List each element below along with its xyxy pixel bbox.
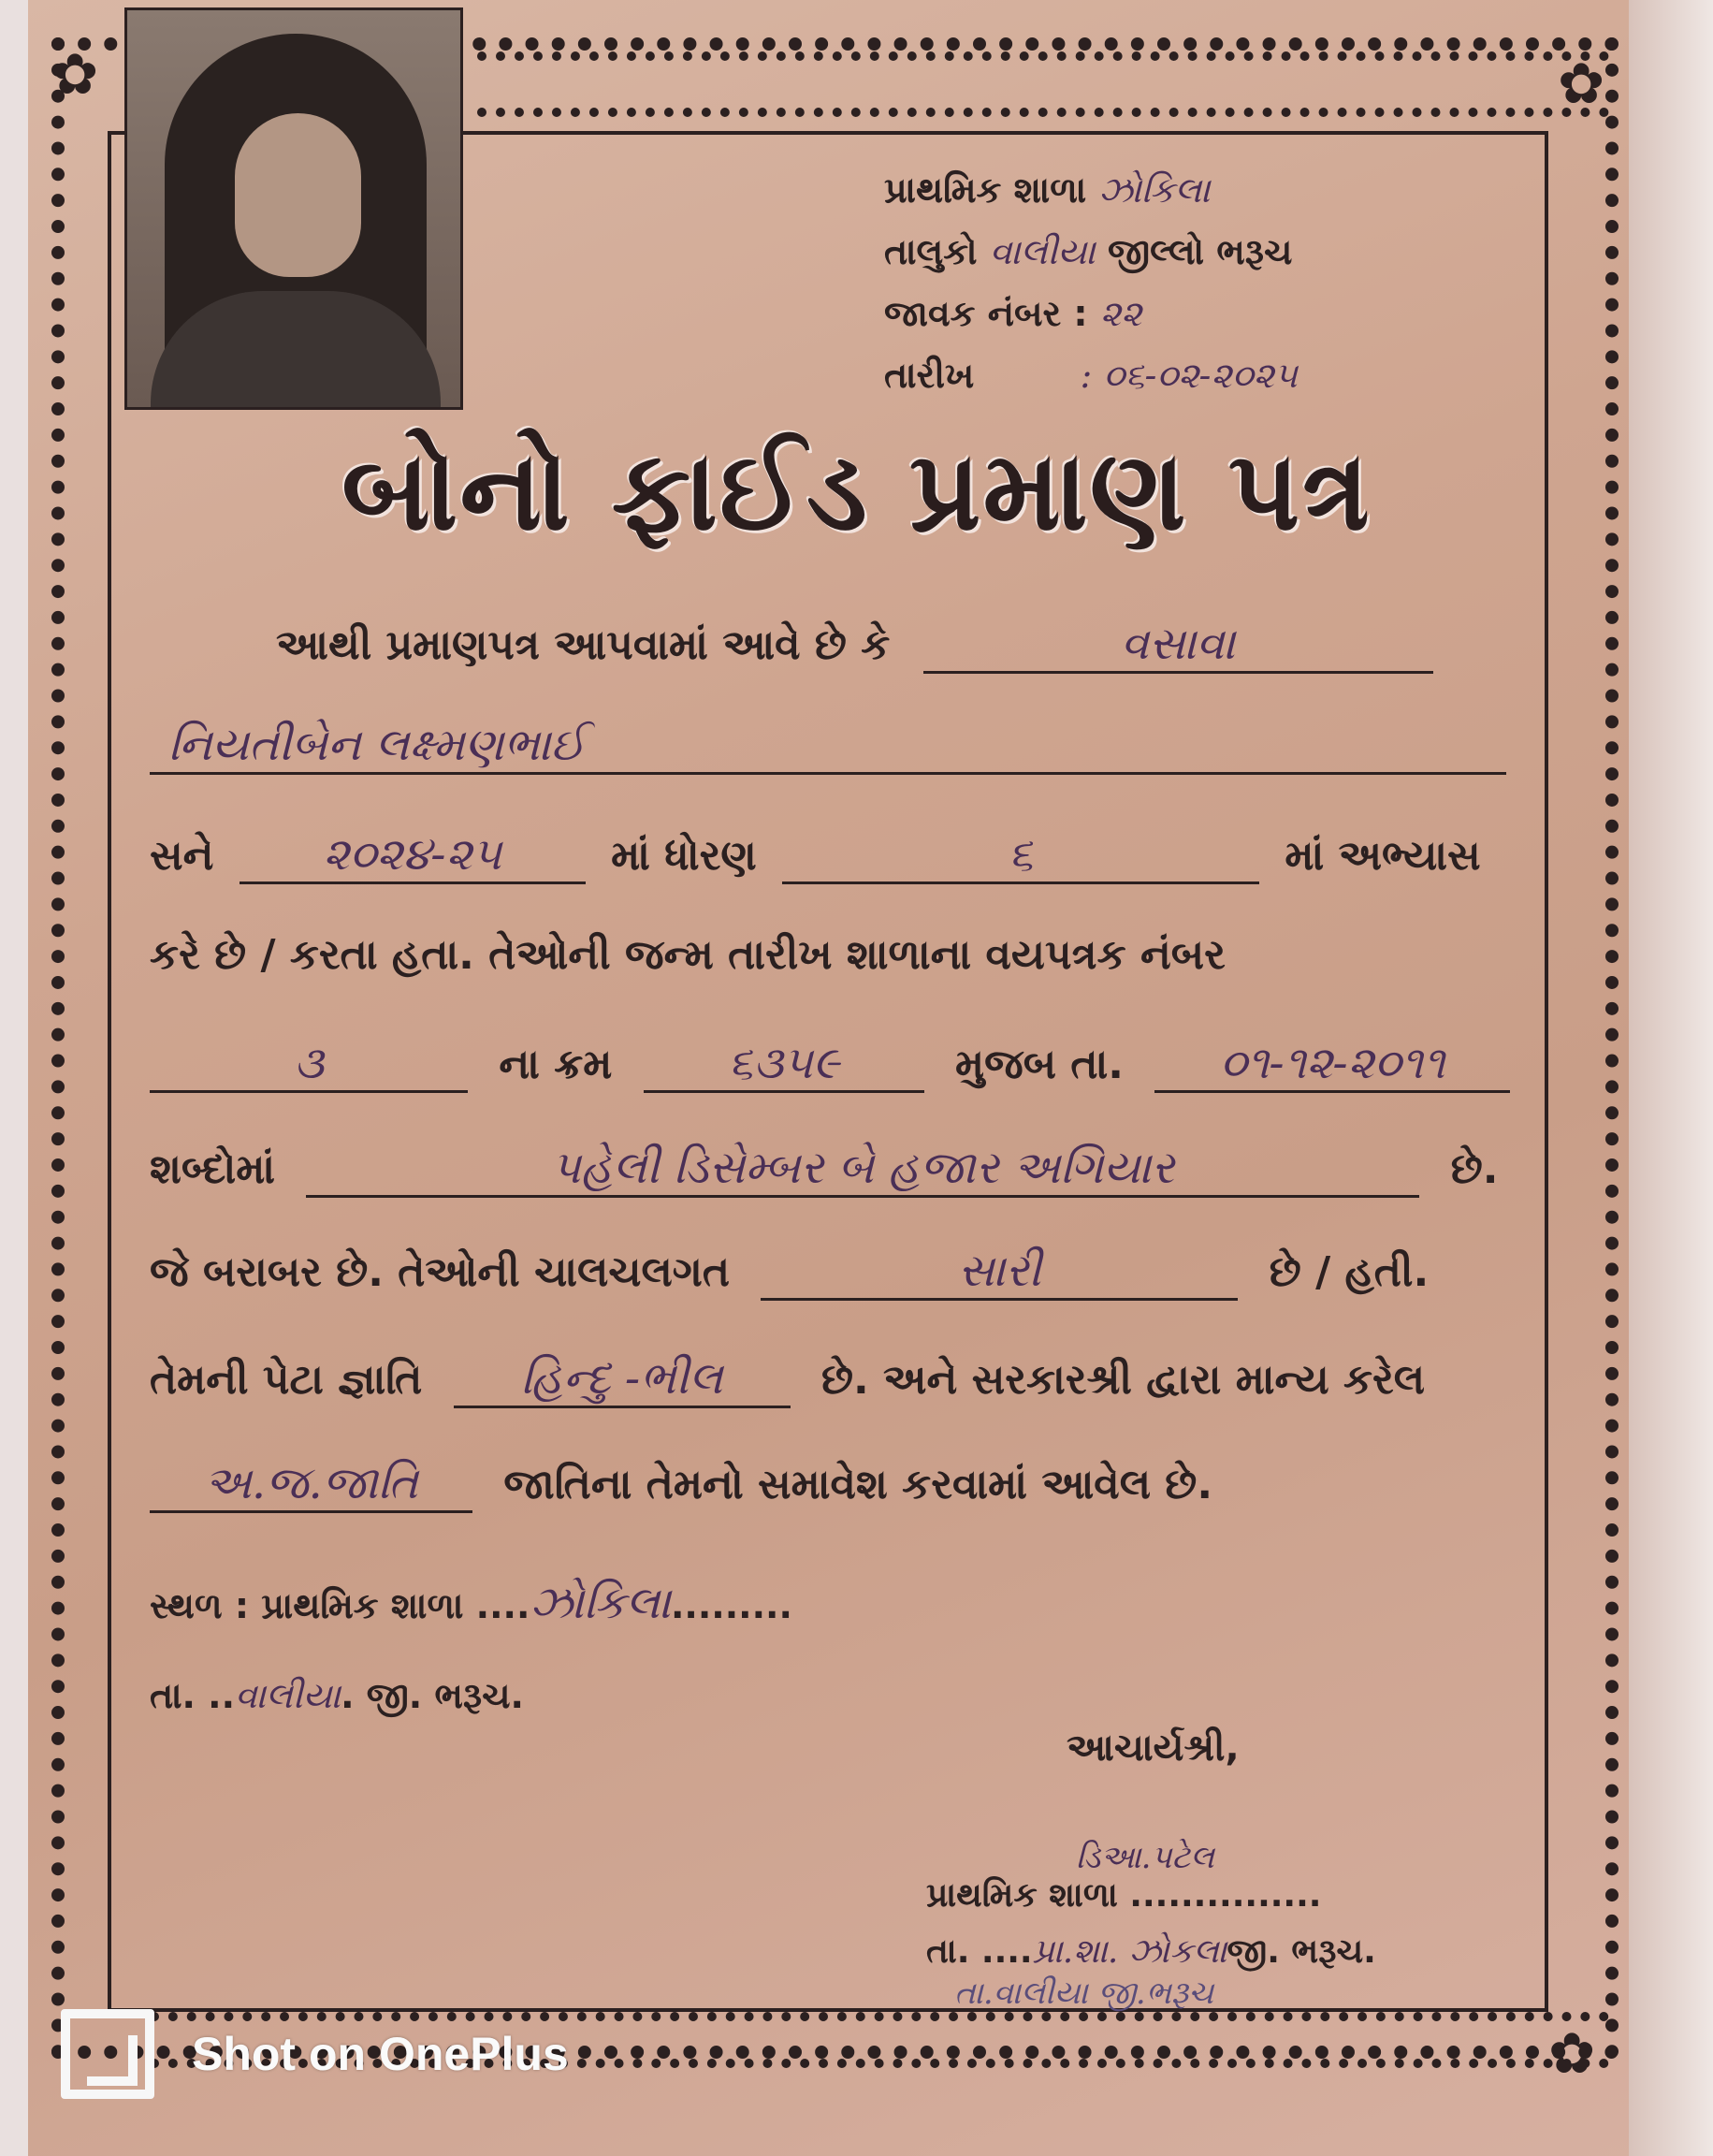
school-stamp: તા.વાલીયા જી.ભરૂચ [954, 1974, 1214, 2012]
header-school-row [884, 159, 1298, 221]
intro-text: આથી પ્રમાણપત્ર આપવામાં આવે છે કે [276, 621, 891, 669]
conduct-field: સારી [761, 1245, 1238, 1301]
signature-taluka [926, 1932, 1376, 1972]
camera-watermark [61, 2007, 569, 2101]
oneplus-logo-icon [61, 2009, 154, 2099]
district-label: જીલ્લો ભરૂચ [1108, 231, 1293, 272]
signature-school: પ્રાથમિક શાળા ............... [926, 1876, 1322, 1915]
signature-taluka-value: પ્રા.શા. ઝોકલા [1032, 1932, 1227, 1971]
body-line-8 [150, 1352, 1425, 1408]
school-value: ઝોકિલા [1098, 169, 1211, 211]
place-taluka-value: વાલીયા [235, 1675, 341, 1716]
date-label: તારીખ [884, 355, 975, 396]
year-field: ૨૦૨૪-૨૫ [240, 828, 586, 884]
body-line-3 [150, 828, 1481, 884]
outward-label: જાવક નંબર : [884, 293, 1088, 334]
signature-district: જી. ભરૂચ. [1227, 1932, 1376, 1971]
birthdate-intro-text: કરે છે / કરતા હતા. તેઓની જન્મ તારીખ શાળાના વયપત્રક નંબર [150, 931, 1226, 979]
school-label: પ્રાથમિક શાળા [884, 169, 1087, 211]
subcaste-label: તેમની પેટા જ્ઞાતિ [150, 1356, 423, 1404]
category-field: અ.જ.જાતિ [150, 1457, 472, 1513]
flower-ornament-icon: ✿ [1558, 51, 1605, 117]
flower-ornament-icon: ✿ [1548, 2021, 1596, 2087]
place-label: સ્થળ : પ્રાથમિક શાળા .... [150, 1585, 530, 1626]
body-line-6 [150, 1142, 1498, 1198]
place-taluka-label: તા. .. [150, 1675, 236, 1716]
subcaste-field: હિન્દુ -ભીલ [454, 1352, 791, 1408]
decorative-top-band [477, 51, 1609, 117]
body-line-9 [150, 1457, 1212, 1513]
year-label: સને [150, 832, 214, 880]
header-date-row [884, 344, 1298, 406]
in-words-label: શબ્દોમાં [150, 1145, 276, 1193]
principal-signature: ડિઆ.પટેલ [1076, 1839, 1214, 1876]
conduct-label: જે બરાબર છે. તેઓની ચાલચલગત [150, 1248, 731, 1296]
govt-recognised-text: છે. અને સરકારશ્રી દ્વારા માન્ય કરેલ [821, 1356, 1426, 1404]
full-name-field: નિયતીબેન લક્ષ્મણભાઈ [150, 719, 1506, 775]
serial-number-field: ૬૩૫૯ [644, 1037, 924, 1093]
date-value: : ૦૬-૦૨-૨૦૨૫ [1080, 355, 1298, 396]
body-line-5 [150, 1037, 1510, 1093]
register-number-field: ૩ [150, 1037, 468, 1093]
surname-field: વસાવા [923, 618, 1433, 674]
watermark-text: Shot on OnePlus [192, 2028, 569, 2080]
header-taluka-row [884, 221, 1298, 283]
place-district: . જી. ભરૂચ. [341, 1675, 524, 1716]
conduct-suffix: છે / હતી. [1269, 1248, 1430, 1296]
taluka-label: તાલુકો [884, 231, 978, 272]
flower-ornament-icon: ✿ [51, 42, 99, 108]
place-line [150, 1577, 792, 1630]
paper-edge [1629, 0, 1713, 2156]
birthdate-label: મુજબ તા. [955, 1041, 1125, 1088]
header-info [884, 159, 1298, 406]
signature-taluka-prefix: તા. .... [926, 1932, 1033, 1971]
outward-value: ૨૨ [1099, 293, 1142, 334]
certificate-title: બોનો ફાઈડ પ્રમાણ પત્ર [341, 426, 1372, 555]
inclusion-text: જાતિના તેમનો સમાવેશ કરવામાં આવેલ છે. [503, 1461, 1213, 1508]
study-text: માં અભ્યાસ [1285, 832, 1481, 880]
standard-label: માં ધોરણ [611, 832, 757, 880]
birth-date-words-field: પહેલી ડિસેમ્બર બે હજાર અગિયાર [306, 1142, 1419, 1198]
body-line-2 [150, 719, 1506, 775]
serial-label: ના ક્રમ [499, 1041, 613, 1088]
body-line-1 [276, 618, 1433, 674]
body-line-4 [150, 931, 1226, 979]
body-line-7 [150, 1245, 1429, 1301]
is-text: છે. [1450, 1145, 1499, 1193]
place-taluka-line [150, 1675, 524, 1717]
standard-field: ૬ [782, 828, 1259, 884]
header-outward-row [884, 283, 1298, 344]
place-value: ઝોકિલા [530, 1577, 671, 1629]
student-photo [124, 7, 463, 410]
place-dots: ......... [670, 1585, 792, 1626]
principal-label: આચાર્યશ્રી, [1067, 1726, 1240, 1770]
birth-date-field: ૦૧-૧૨-૨૦૧૧ [1154, 1037, 1510, 1093]
taluka-value: વાલીયા [989, 231, 1096, 272]
